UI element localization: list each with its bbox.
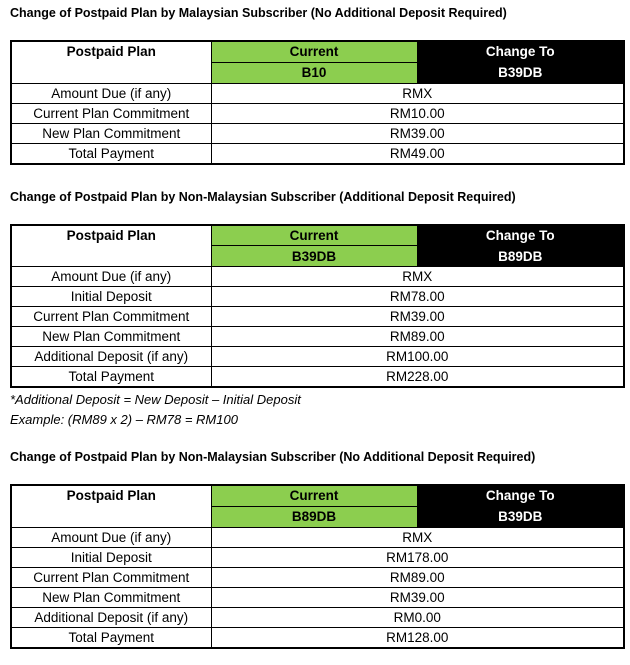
row-label: Initial Deposit (11, 287, 211, 307)
table-header (11, 485, 624, 527)
row-value: RMX (211, 83, 624, 103)
table-row (11, 83, 624, 103)
table-row (11, 607, 624, 627)
row-label: Amount Due (if any) (11, 83, 211, 103)
table-row (11, 587, 624, 607)
change-to-plan-name: B39DB (417, 62, 624, 83)
section-title: Change of Postpaid Plan by Malaysian Subscriber (No Additional Deposit Required) (10, 6, 507, 20)
row-value: RM128.00 (211, 627, 624, 648)
change-to-plan-name: B89DB (417, 246, 624, 267)
row-value: RM10.00 (211, 103, 624, 123)
row-label: New Plan Commitment (11, 587, 211, 607)
postpaid-plan-header: Postpaid Plan (11, 41, 211, 83)
row-label: New Plan Commitment (11, 327, 211, 347)
change-to-header: Change To (417, 485, 624, 506)
change-to-plan-name: B39DB (417, 506, 624, 527)
table-row (11, 627, 624, 648)
row-value: RM39.00 (211, 123, 624, 143)
row-value: RM89.00 (211, 327, 624, 347)
current-plan-name: B39DB (211, 246, 417, 267)
section-title: Change of Postpaid Plan by Non-Malaysian Subscriber (No Additional Deposit Required) (10, 450, 536, 464)
row-label: Total Payment (11, 627, 211, 648)
current-plan-name: B89DB (211, 506, 417, 527)
table-row (11, 307, 624, 327)
row-value: RMX (211, 267, 624, 287)
example-note: Example: (RM89 x 2) – RM78 = RM100 (10, 412, 238, 427)
row-label: Additional Deposit (if any) (11, 607, 211, 627)
table-row (11, 327, 624, 347)
row-value: RM100.00 (211, 347, 624, 367)
table-body (11, 267, 624, 388)
table-notes (10, 391, 622, 428)
table-row (11, 567, 624, 587)
non-malaysian-no-deposit-section (8, 450, 622, 649)
row-value: RM39.00 (211, 587, 624, 607)
table-row (11, 103, 624, 123)
additional-deposit-note: *Additional Deposit = New Deposit – Initial Deposit (10, 392, 301, 407)
table-row (11, 367, 624, 388)
row-label: Amount Due (if any) (11, 267, 211, 287)
header-row (11, 41, 624, 62)
table-row (11, 267, 624, 287)
table-body (11, 83, 624, 164)
row-value: RM89.00 (211, 567, 624, 587)
table-body (11, 527, 624, 648)
row-value: RM39.00 (211, 307, 624, 327)
row-label: Total Payment (11, 367, 211, 388)
plan-change-table (10, 484, 625, 649)
row-value: RM228.00 (211, 367, 624, 388)
row-label: Total Payment (11, 143, 211, 164)
table-row (11, 287, 624, 307)
table-row (11, 547, 624, 567)
header-row (11, 225, 624, 246)
change-to-header: Change To (417, 41, 624, 62)
table-row (11, 143, 624, 164)
row-value: RM0.00 (211, 607, 624, 627)
current-header: Current (211, 225, 417, 246)
row-value: RM78.00 (211, 287, 624, 307)
current-header: Current (211, 41, 417, 62)
postpaid-plan-header: Postpaid Plan (11, 225, 211, 267)
row-value: RMX (211, 527, 624, 547)
table-header (11, 41, 624, 83)
change-to-header: Change To (417, 225, 624, 246)
row-label: Amount Due (if any) (11, 527, 211, 547)
table-row (11, 347, 624, 367)
non-malaysian-deposit-section (8, 190, 622, 429)
plan-change-table (10, 40, 625, 165)
row-value: RM178.00 (211, 547, 624, 567)
row-value: RM49.00 (211, 143, 624, 164)
table-row (11, 123, 624, 143)
row-label: Current Plan Commitment (11, 567, 211, 587)
row-label: Current Plan Commitment (11, 103, 211, 123)
current-plan-name: B10 (211, 62, 417, 83)
plan-change-table (10, 224, 625, 389)
current-header: Current (211, 485, 417, 506)
header-row (11, 485, 624, 506)
table-header (11, 225, 624, 267)
malaysian-subscriber-section (8, 6, 622, 165)
section-title: Change of Postpaid Plan by Non-Malaysian Subscriber (Additional Deposit Required) (10, 189, 516, 204)
postpaid-plan-header: Postpaid Plan (11, 485, 211, 527)
row-label: New Plan Commitment (11, 123, 211, 143)
row-label: Additional Deposit (if any) (11, 347, 211, 367)
row-label: Initial Deposit (11, 547, 211, 567)
row-label: Current Plan Commitment (11, 307, 211, 327)
table-row (11, 527, 624, 547)
